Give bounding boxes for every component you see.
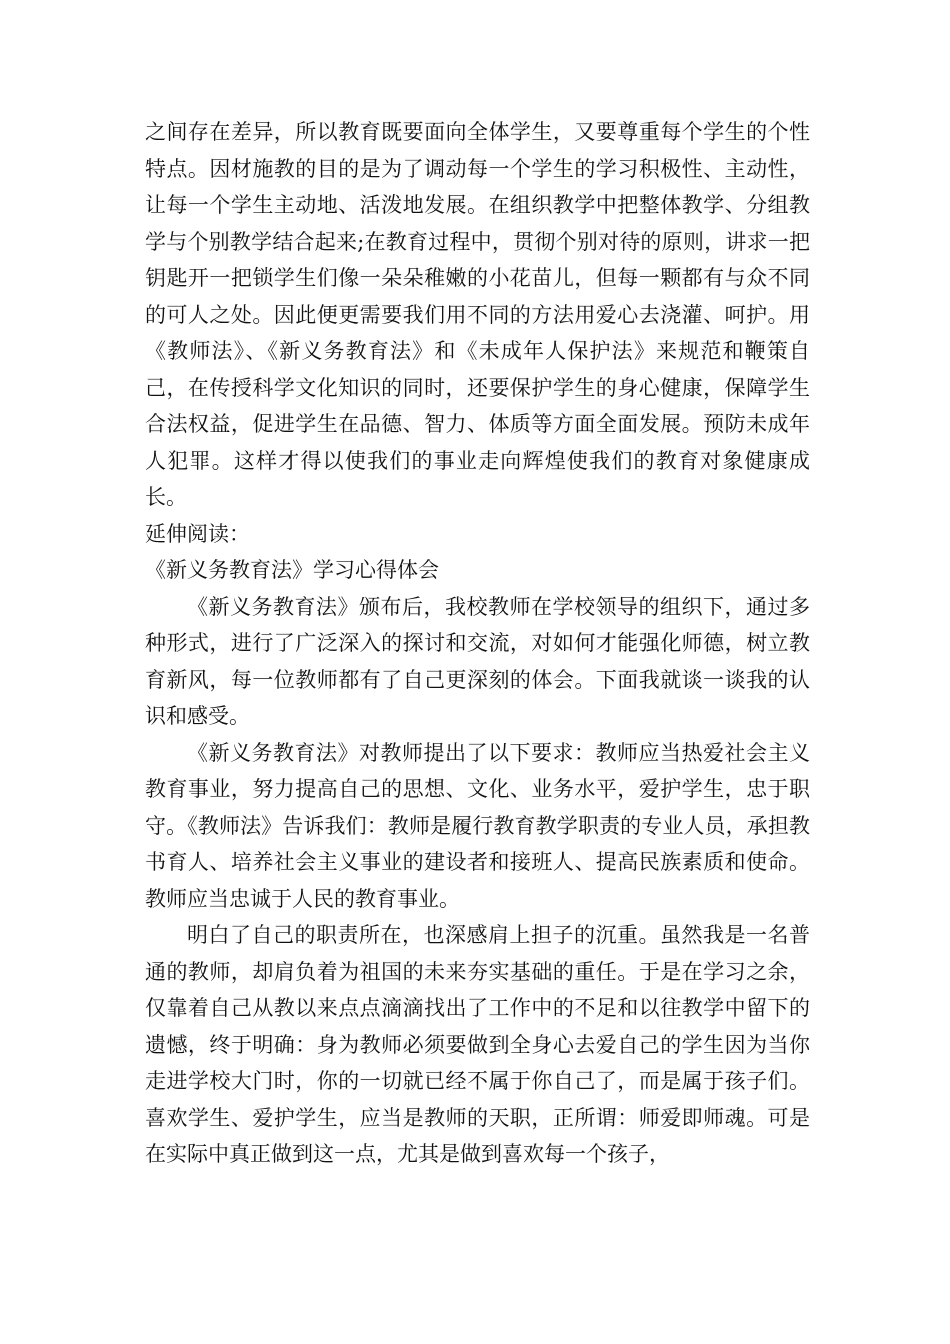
body-paragraph-1: 《新义务教育法》颁布后，我校教师在学校领导的组织下，通过多种形式，进行了广泛深入的探讨和交流，对如何才能强化师德，树立教育新风，每一位教师都有了自己更深刻的体会。下面我就谈一谈我的认识和感受。: [145, 594, 810, 728]
extended-reading-label: 延伸阅读：: [145, 521, 250, 546]
document-page: [145, 114, 810, 1173]
article-title: 《新义务教育法》学习心得体会: [145, 558, 439, 582]
body-paragraph-3: 明白了自己的职责所在，也深感肩上担子的沉重。虽然我是一名普通的教师，却肩负着为祖国的未来夯实基础的重任。于是在学习之余，仅靠着自己从教以来点点滴滴找出了工作中的不足和以往教学中留下的遗憾，终于明确：身为教师必须要做到全身心去爱自己的学生因为当你走进学校大门时，你的一切就已经不属于你自己了，而是属于孩子们。喜欢学生、爱护学生，应当是教师的天职，正所谓：师爱即师魂。可是在实际中真正做到这一点，尤其是做到喜欢每一个孩子，: [145, 923, 810, 1166]
body-paragraph-2: 《新义务教育法》对教师提出了以下要求：教师应当热爱社会主义教育事业，努力提高自己的思想、文化、业务水平，爱护学生，忠于职守。《教师法》告诉我们：教师是履行教育教学职责的专业人员，承担教书育人、培养社会主义事业的建设者和接班人、提高民族素质和使命。教师应当忠诚于人民的教育事业。: [145, 740, 810, 911]
intro-paragraph: 之间存在差异，所以教育既要面向全体学生，又要尊重每个学生的个性特点。因材施教的目的是为了调动每一个学生的学习积极性、主动性，让每一个学生主动地、活泼地发展。在组织教学中把整体教学、分组教学与个别教学结合起来;在教育过程中，贯彻个别对待的原则，讲求一把钥匙开一把锁学生们像一朵朵稚嫩的小花苗儿，但每一颗都有与众不同的可人之处。因此便更需要我们用不同的方法用爱心去浇灌、呵护。用《教师法》、《新义务教育法》和《未成年人保护法》来规范和鞭策自己，在传授科学文化知识的同时，还要保护学生的身心健康，保障学生合法权益，促进学生在品德、智力、体质等方面全面发展。预防未成年人犯罪。这样才得以使我们的事业走向辉煌使我们的教育对象健康成长。: [145, 120, 810, 509]
